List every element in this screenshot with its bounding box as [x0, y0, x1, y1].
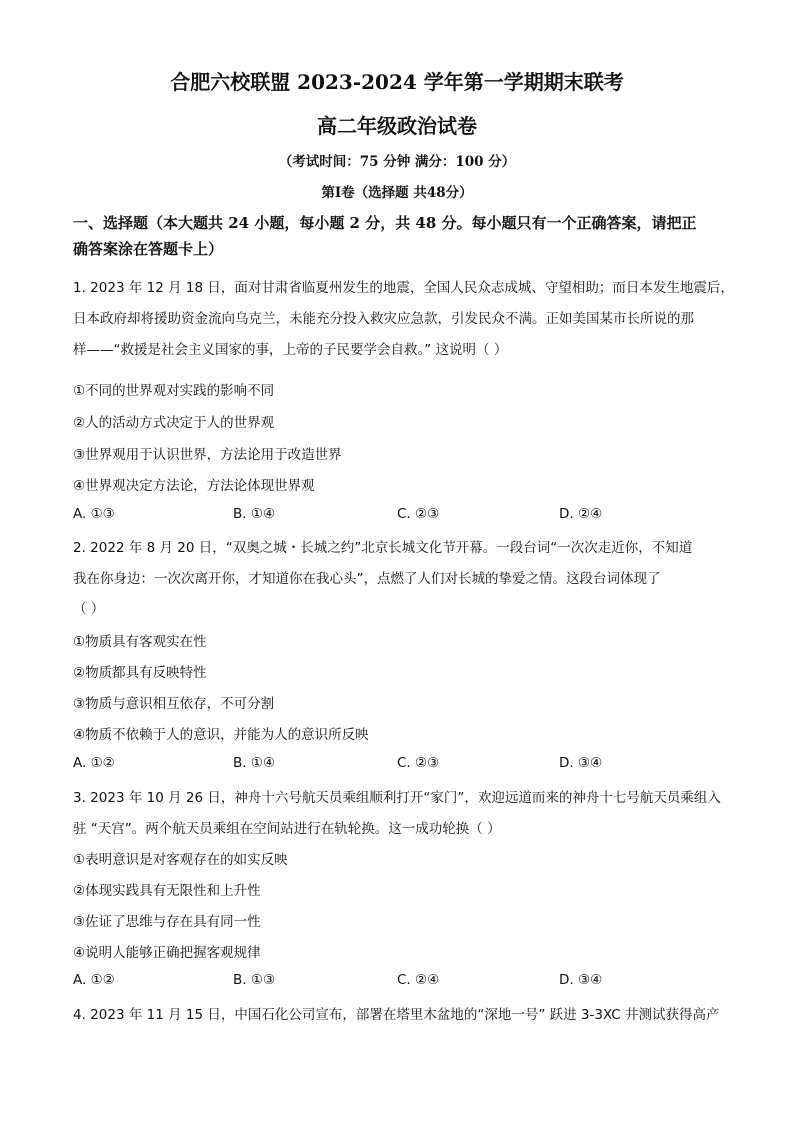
q3-option-d: D. ③④	[559, 972, 603, 988]
q3-option-c: C. ②④	[397, 972, 440, 988]
q1-stem-line-3: 样——“救援是社会主义国家的事，上帝的子民要学会自救。” 这说明（ ）	[73, 342, 508, 358]
q3-item-2: ②体现实践具有无限性和上升性	[73, 883, 261, 899]
q2-item-1: ①物质具有客观实在性	[73, 634, 207, 650]
section-instructions	[73, 210, 725, 262]
q2-option-a: A. ①②	[73, 755, 115, 771]
q1-item-3: ③世界观用于认识世界，方法论用于改造世界	[73, 447, 342, 463]
exam-title: 合肥六校联盟 2023-2024 学年第一学期期末联考	[170, 70, 624, 94]
q1-option-d: D. ②④	[559, 506, 603, 522]
q1-item-2: ②人的活动方式决定于人的世界观	[73, 415, 275, 431]
q3-item-3: ③佐证了思维与存在具有同一性	[73, 914, 261, 930]
exam-time-info: （考试时间：75 分钟 满分：100 分）	[278, 154, 516, 170]
q1-stem-line-2: 日本政府却将援助资金流向乌克兰，未能充分投入救灾应急款，引发民众不满。正如美国某市长所说的那	[73, 311, 694, 327]
q1-item-4: ④世界观决定方法论，方法论体现世界观	[73, 478, 315, 494]
q2-item-4: ④物质不依赖于人的意识，并能为人的意识所反映	[73, 727, 369, 743]
exam-part-heading: 第Ⅰ卷（选择题 共48分）	[321, 185, 473, 201]
q2-item-3: ③物质与意识相互依存，不可分割	[73, 696, 275, 712]
q3-option-b: B. ①③	[233, 972, 276, 988]
q1-item-1: ①不同的世界观对实践的影响不同	[73, 383, 275, 399]
q3-item-4: ④说明人能够正确把握客观规律	[73, 945, 261, 961]
q3-stem-line-1: 3. 2023 年 10 月 26 日，神舟十六号航天员乘组顺利打开“家门”，欢迎远道而来的神舟十七号航天员乘组入	[73, 790, 721, 806]
q3-stem-line-2: 驻 “天宫”。两个航天员乘组在空间站进行在轨轮换。这一成功轮换（ ）	[73, 821, 501, 837]
q1-option-c: C. ②③	[397, 506, 440, 522]
exam-subtitle: 高二年级政治试卷	[317, 114, 477, 138]
q2-item-2: ②物质都具有反映特性	[73, 665, 207, 681]
q1-stem-line-1: 1. 2023 年 12 月 18 日，面对甘肃省临夏州发生的地震，全国人民众志成城、守望相助；而日本发生地震后，	[73, 280, 734, 296]
q4-stem-line-1: 4. 2023 年 11 月 15 日，中国石化公司宣布，部署在塔里木盆地的“深地一号” 跃进 3-3XC 井测试获得高产	[73, 1007, 720, 1023]
q1-option-b: B. ①④	[233, 506, 276, 522]
q1-option-a: A. ①③	[73, 506, 115, 522]
q2-option-d: D. ③④	[559, 755, 603, 771]
q2-stem-line-1: 2. 2022 年 8 月 20 日，“双奥之城・长城之约”北京长城文化节开幕。一段台词“一次次走近你，不知道	[73, 540, 693, 556]
q3-item-1: ①表明意识是对客观存在的如实反映	[73, 852, 288, 868]
q2-option-b: B. ①④	[233, 755, 276, 771]
section-line-1: 一、选择题（本大题共 24 小题，每小题 2 分，共 48 分。每小题只有一个正确答案，请把正	[73, 214, 697, 232]
section-line-2: 确答案涂在答题卡上）	[73, 240, 224, 258]
q2-stem-line-2: 我在你身边：一次次离开你，才知道你在我心头”，点燃了人们对长城的挚爱之情。这段台词体现了	[73, 571, 661, 587]
q2-option-c: C. ②③	[397, 755, 440, 771]
q3-option-a: A. ①②	[73, 972, 115, 988]
q2-stem-line-3: （ ）	[73, 601, 105, 617]
